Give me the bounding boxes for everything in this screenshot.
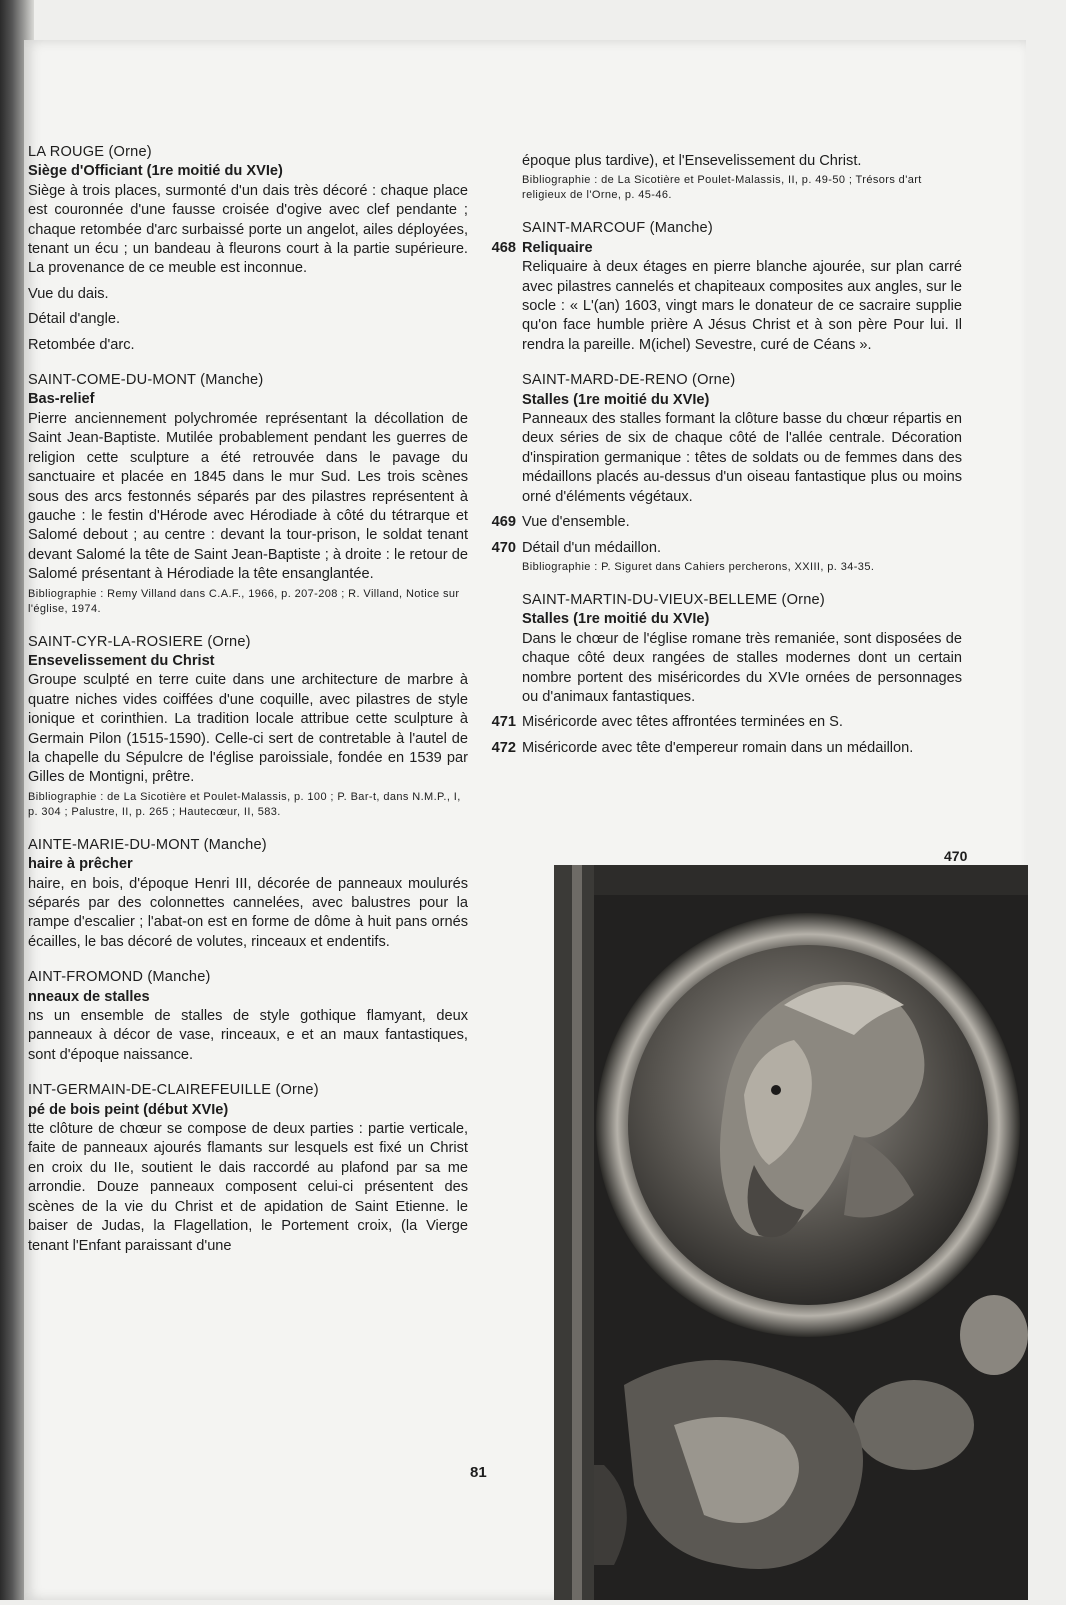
page-number: 81 xyxy=(470,1464,487,1481)
figure-number: 470 xyxy=(491,539,516,556)
entry-place: INT-GERMAIN-DE-CLAIREFEUILLE (Orne) xyxy=(28,1082,319,1099)
medallion-photograph xyxy=(554,865,1028,1600)
entry-place: AINTE-MARIE-DU-MONT (Manche) xyxy=(28,836,267,853)
right-column xyxy=(491,152,962,774)
entry-text: tte clôture de chœur se compose de deux parties : partie verticale, faite de panneaux ajourés flamants sur lesquels est fixé un Christ en croix du IIe, soutient le dais raccordé au plafond par sa me arrondie. Douze panneaux composent celui-ci présentent des scènes de la vie du Christ et de apidation de Saint Etienne. le baiser de Judas, la Flagellation, le Portement croix, (la Vierge tenant l'Enfant paraissant d'une xyxy=(28,1121,468,1254)
caption: Vue du dais. xyxy=(28,285,109,302)
entry-la-rouge xyxy=(28,143,468,355)
entry-text: Groupe sculpté en terre cuite dans une architecture de marbre à quatre niches vides coiffées d'une coquille, avec pilastres de style ionique et corinthien. La tradition locale attribue cette sculpture à Germain Pilon (1515-1590). Celle-ci sert de contretable à l'autel de la chapelle du Sépulcre de l'église paroissiale, fondée en 1539 par Gilles de Montigni, prêtre. xyxy=(28,672,468,786)
numbered-caption xyxy=(491,539,962,558)
caption-text: Vue d'ensemble. xyxy=(522,514,630,531)
entry-text: époque plus tardive), et l'Ensevelissement du Christ. xyxy=(522,153,862,169)
numbered-caption xyxy=(491,513,962,532)
entry-title: Bas-relief xyxy=(28,391,95,408)
entry-place: LA ROUGE (Orne) xyxy=(28,144,152,160)
bibliography: Bibliographie : P. Siguret dans Cahiers percherons, XXIII, p. 34-35. xyxy=(522,560,875,573)
entry-title: Siège d'Officiant (1re moitié du XVIe) xyxy=(28,163,283,180)
bibliography: Bibliographie : de La Sicotière et Poulet-Malassis, II, p. 49-50 ; Trésors d'art religieux de l'Orne, p. 45-46. xyxy=(522,174,922,202)
figure-number: 468 xyxy=(491,239,516,256)
entry-sainte-marie-du-mont xyxy=(28,836,468,952)
entry-place: SAINT-MARTIN-DU-VIEUX-BELLEME (Orne) xyxy=(522,591,825,608)
entry-title: Stalles (1re moitié du XVIe) xyxy=(522,611,710,628)
entry-place: SAINT-COME-DU-MONT (Manche) xyxy=(28,372,264,389)
entry-title: Ensevelissement du Christ xyxy=(28,652,215,669)
caption-text: Miséricorde avec tête d'empereur romain dans un médaillon. xyxy=(522,739,914,756)
entry-title: Stalles (1re moitié du XVIe) xyxy=(522,391,710,408)
caption: Détail d'angle. xyxy=(28,311,121,328)
entry-title: pé de bois peint (début XVIe) xyxy=(28,1101,229,1118)
entry-place: SAINT-MARD-DE-RENO (Orne) xyxy=(522,372,736,389)
entry-saint-mard-de-reno xyxy=(491,371,962,575)
entry-title: nneaux de stalles xyxy=(28,988,150,1005)
entry-place: AINT-FROMOND (Manche) xyxy=(28,969,211,986)
caption: Retombée d'arc. xyxy=(28,336,135,353)
entry-text: Siège à trois places, surmonté d'un dais très décoré : chaque place est couronnée d'une fausse croisée d'ogive avec clef pendante ; chaque retombée d'arc surbaissé porte un angelot, ailes déployées, tenant un écu ; un bandeau à fleurons court à la partie supérieure. La provenance de ce meuble est inconnue. xyxy=(28,182,468,277)
entry-text: Reliquaire à deux étages en pierre blanche ajourée, sur plan carré avec pilastres cannelés et chapiteaux composites aux angles, sur le socle : « L'(an) 1603, vingt mars le donateur de ce sacraire supplie qu'on face humble prière A Jésus Christ et à son père Pour lui. Il rendra la pareille. M(ichel) Sevestre, curé de Céans ». xyxy=(522,259,962,353)
caption-text: Détail d'un médaillon. xyxy=(522,539,662,556)
entry-saint-martin-du-vieux-belleme xyxy=(491,591,962,758)
figure-number: 471 xyxy=(491,714,516,731)
entry-text: Pierre anciennement polychromée représentant la décollation de Saint Jean-Baptiste. Mutilée probablement pendant les guerres de religion cette sculpture a été retrouvée dans le pavage du sanctuaire et placée en 1845 dans le mur Sud. Les trois scènes sous des arcs festonnés séparés par des pilastres représentent à gauche : le festin d'Hérode avec Hérodiade à côté du tétrarque et Salomé debout ; au centre : devant la tour-prison, le soldat tenant devant Salomé la tête de Saint Jean-Baptiste ; à droite : le retour de Salomé présentant à Hérodiade la tête ensanglantée. xyxy=(28,410,468,583)
entry-title: Reliquaire xyxy=(522,239,593,256)
entry-text: ns un ensemble de stalles de style gothique flamyant, deux panneaux à décor de vase, rinceaux, e et an maux fantastiques, sont d'époque naissance. xyxy=(28,1008,468,1063)
left-column xyxy=(28,143,468,1272)
numbered-caption xyxy=(491,713,962,732)
numbered-caption xyxy=(491,739,962,758)
entry-place: SAINT-MARCOUF (Manche) xyxy=(522,220,713,237)
catalogue-page xyxy=(24,40,1026,1600)
entry-text: Panneaux des stalles formant la clôture basse du chœur répartis en deux séries de six de chaque côté de l'allée centrale. Décoration d'inspiration germanique : têtes de soldats ou de femmes dans des médaillons placés au-dessus d'un oiseau fantastique plus ou moins orné d'éléments végétaux. xyxy=(522,411,962,505)
figure-number: 472 xyxy=(491,739,516,756)
entry-continuation xyxy=(522,152,962,203)
figure-number: 469 xyxy=(491,514,516,531)
bibliography: Bibliographie : Remy Villand dans C.A.F., 1966, p. 207-208 ; R. Villand, Notice sur l'église, 1974. xyxy=(28,587,460,615)
entry-saint-fromond xyxy=(28,968,468,1065)
entry-saint-cyr-la-rosiere xyxy=(28,633,468,820)
entry-saint-come-du-mont xyxy=(28,371,468,616)
caption-text: Miséricorde avec têtes affrontées terminées en S. xyxy=(522,714,843,731)
numbered-title xyxy=(491,239,962,258)
entry-saint-germain-de-clairefeuille xyxy=(28,1081,468,1256)
photo-figure-label: 470 xyxy=(944,848,968,864)
medallion-carving-image xyxy=(554,865,1028,1600)
bibliography: Bibliographie : de La Sicotière et Poulet-Malassis, p. 100 ; P. Bar-t, dans N.M.P., I, p. 304 ; Palustre, II, p. 265 ; Hautecœur, II, 583. xyxy=(28,790,461,818)
entry-text: haire, en bois, d'époque Henri III, décorée de panneaux moulurés séparés par des colonnettes cannelées, avec balustres pour la rampe d'escalier ; l'abat-on est en forme de dôme à huit pans ornés écailles, le bas décoré de volutes, rinceaux et endentifs. xyxy=(28,875,468,950)
entry-saint-marcouf xyxy=(491,219,962,355)
entry-text: Dans le chœur de l'église romane très remaniée, sont disposées de chaque côté deux rangées de stalles modernes dont un certain nombre portent des miséricordes du XVIe ornées de personnages ou d'animaux fantastiques. xyxy=(522,630,962,705)
entry-place: SAINT-CYR-LA-ROSIERE (Orne) xyxy=(28,633,251,650)
entry-title: haire à prêcher xyxy=(28,856,133,873)
